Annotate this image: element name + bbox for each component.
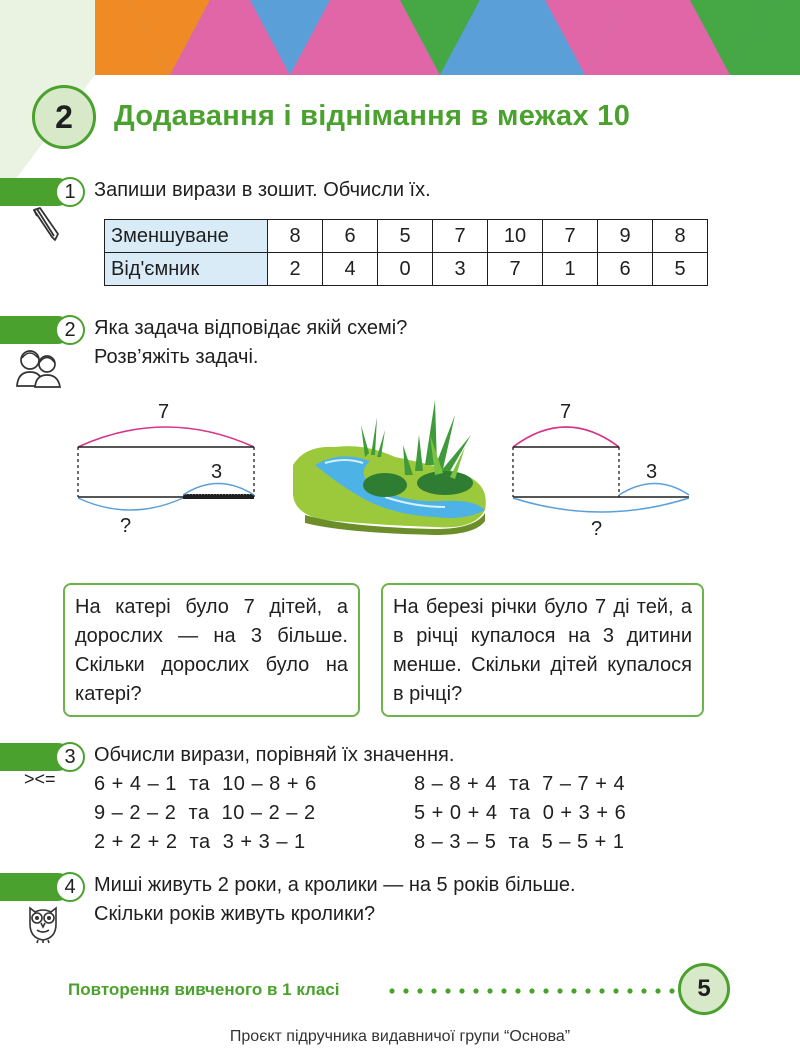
section-name: Повторення вивченого в 1 класі	[68, 980, 340, 999]
table-cell: 8	[268, 220, 323, 253]
scheme-left-small-label: 3	[211, 461, 223, 483]
compare-signs-icon: ><=	[24, 769, 56, 789]
expression-pair: 5 + 0 + 4 та 0 + 3 + 6	[414, 802, 627, 824]
table-cell: 7	[433, 220, 488, 253]
scheme-right-top-label: 7	[560, 401, 572, 423]
owl-icon	[26, 902, 60, 944]
expression-pair: 6 + 4 – 1 та 10 – 8 + 6	[94, 773, 317, 795]
publisher-credit: Проєкт підручника видавничої групи “Основа”	[229, 1028, 571, 1045]
table-cell: 5	[653, 253, 708, 286]
exercise-2-line2: Розв’яжіть задачі.	[94, 346, 259, 368]
exercise-2-line1: Яка задача відповідає якій схемі?	[94, 317, 408, 339]
pencil-icon	[28, 206, 62, 244]
row-label-subtrahend: Від'ємник	[105, 253, 268, 286]
table-cell: 10	[488, 220, 543, 253]
scheme-left-top-label: 7	[158, 401, 170, 423]
subtraction-table	[104, 219, 708, 286]
table-cell: 7	[488, 253, 543, 286]
table-cell: 4	[323, 253, 378, 286]
table-cell: 3	[433, 253, 488, 286]
table-cell: 6	[323, 220, 378, 253]
top-banner	[0, 0, 800, 80]
task-box-b	[381, 583, 704, 717]
scheme-left-bottom-label: ?	[120, 515, 132, 537]
river-illustration	[285, 395, 495, 535]
scheme-right-bottom-label: ?	[591, 518, 603, 540]
table-cell: 9	[598, 220, 653, 253]
expression-pair: 8 – 3 – 5 та 5 – 5 + 1	[414, 831, 625, 853]
exercise-3-text: Обчисли вирази, порівняй їх значення.	[94, 744, 455, 766]
exercise-number: 1	[55, 177, 85, 207]
task-b-text: На березі річки було 7 ді тей, а в річці купалося на 3 дитини менше. Скільки дітей купалося в річці?	[393, 596, 692, 705]
table-row	[105, 220, 708, 253]
table-row	[105, 253, 708, 286]
exercise-1-text: Запиши вирази в зошит. Обчисли їх.	[94, 179, 431, 201]
table-cell: 5	[378, 220, 433, 253]
exercise-number: 3	[55, 742, 85, 772]
task-a-text: На катері було 7 дітей, а дорослих — на 3 більше. Скільки дорослих було на катері?	[75, 596, 348, 705]
dotted-leader	[388, 985, 678, 997]
table-cell: 0	[378, 253, 433, 286]
table-cell: 7	[543, 220, 598, 253]
scheme-right-small-label: 3	[646, 461, 658, 483]
exercise-4-line2: Скільки років живуть кролики?	[94, 903, 376, 925]
expression-pair: 9 – 2 – 2 та 10 – 2 – 2	[94, 802, 316, 824]
table-cell: 6	[598, 253, 653, 286]
table-cell: 1	[543, 253, 598, 286]
pair-work-icon	[14, 346, 64, 388]
table-cell: 2	[268, 253, 323, 286]
row-label-minuend: Зменшуване	[105, 220, 268, 253]
expression-pair: 2 + 2 + 2 та 3 + 3 – 1	[94, 831, 306, 853]
lesson-title: Додавання і віднімання в межах 10	[114, 100, 631, 132]
table-cell: 8	[653, 220, 708, 253]
task-box-a	[63, 583, 360, 717]
scheme-left	[70, 392, 270, 532]
lesson-number-badge: 2	[32, 85, 96, 149]
exercise-number: 4	[55, 872, 85, 902]
expression-pair: 8 – 8 + 4 та 7 – 7 + 4	[414, 773, 626, 795]
exercise-number: 2	[55, 315, 85, 345]
page-number: 5	[678, 963, 730, 1015]
exercise-4-line1: Миші живуть 2 роки, а кролики — на 5 років більше.	[94, 874, 576, 896]
scheme-right	[505, 392, 705, 532]
